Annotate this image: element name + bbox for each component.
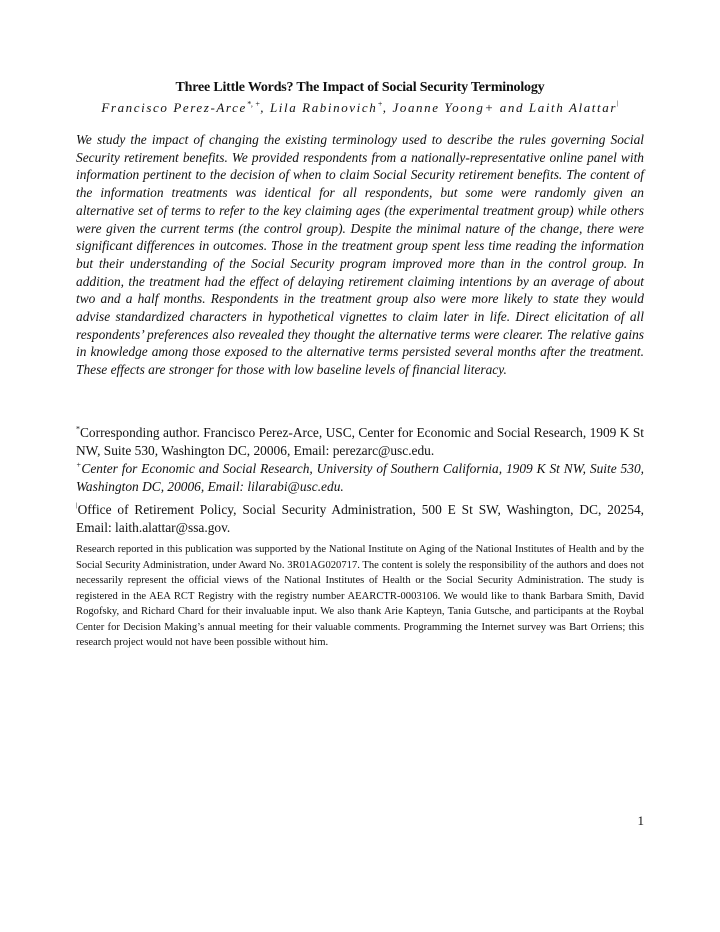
paper-title: Three Little Words? The Impact of Social Security Terminology [175,80,545,95]
footnote-text: Center for Economic and Social Research, University of Southern California, 1909 K St NW, Suite 530, Washington DC, 20006, Email: lilarabi@usc.edu. [76,461,644,494]
author-affiliation-mark: *, + [246,99,261,109]
footnote-mark: * [76,424,80,434]
footnote-text: Corresponding author. Francisco Perez-Arce, USC, Center for Economic and Social Research, 1909 K St NW, Suite 530, Washington DC, 20006, Email: perezarc@usc.edu. [76,425,644,458]
author-name: Lila Rabinovich [269,100,378,115]
footnote-corresponding-author [76,424,644,460]
author-separator: , [260,100,270,115]
author-name: Laith Alattar [528,100,617,115]
author-name: Francisco Perez-Arce [101,100,247,115]
author-line [0,100,720,116]
author-separator: and [494,100,529,115]
footnote-cesr-affiliation [76,460,644,496]
funding-acknowledgement: Research reported in this publication was supported by the National Institute on Aging of the National Institutes of Health and by the Social Security Administration, under Award No. 3R01AG020717. The content is solely the responsibility of the authors and does not necessarily represent the official views of the National Institutes of Health or the Social Security Administration. The study is registered in the AEA RCT Registry with the registry number AEARCTR-0003106. We would like to thank Barbara Smith, David Rogofsky, and Richard Chard for their invaluable input. We also thank Arie Kapteyn, Tania Gutsche, and participants at the Roybal Center for Decision Making’s annual meeting for their valuable comments. Programming the Internet survey was Bart Orriens; this research project would not have been possible without him. [76,544,644,648]
footnote-text: Office of Retirement Policy, Social Security Administration, 500 E St SW, Washington, DC, 20254, Email: laith.alattar@ssa.gov. [76,502,644,535]
footnote-mark: + [76,460,82,470]
author-affiliation-mark: + [377,99,383,109]
footnote-ssa-affiliation [76,501,644,537]
author-affiliation-mark: ǀ [617,99,619,109]
footnote-mark: ǀ [76,501,78,511]
author-name: Joanne Yoong+ [392,100,495,115]
author-separator: , [382,100,393,115]
page-number: 1 [637,813,644,828]
abstract: We study the impact of changing the existing terminology used to describe the rules governing Social Security retirement benefits. We provided respondents from a nationally-representative online panel with information pertinent to the decision of when to claim Social Security retirement benefits. The content of the information treatments was identical for all respondents, but some were randomly given an alternative set of terms to refer to the key claiming ages (the experimental treatment group) while others were given the current terms (the control group). Despite the minimal nature of the change, there were significant differences in outcomes. Those in the treatment group spent less time reading the information but their understanding of the Social Security program improved more than in the control group. In addition, the treatment had the effect of delaying retirement claiming intentions by an average of about two and a half months. Respondents in the treatment group also were more likely to state they would advise standardized characters in hypothetical vignettes to claim later in life. Direct elicitation of all respondents’ preferences also revealed they thought the alternative terms were clearer. The relative gains in knowledge among those exposed to the alternative terms persisted several months after the treatment. These effects are stronger for those with low baseline levels of financial literacy. [76,132,644,378]
